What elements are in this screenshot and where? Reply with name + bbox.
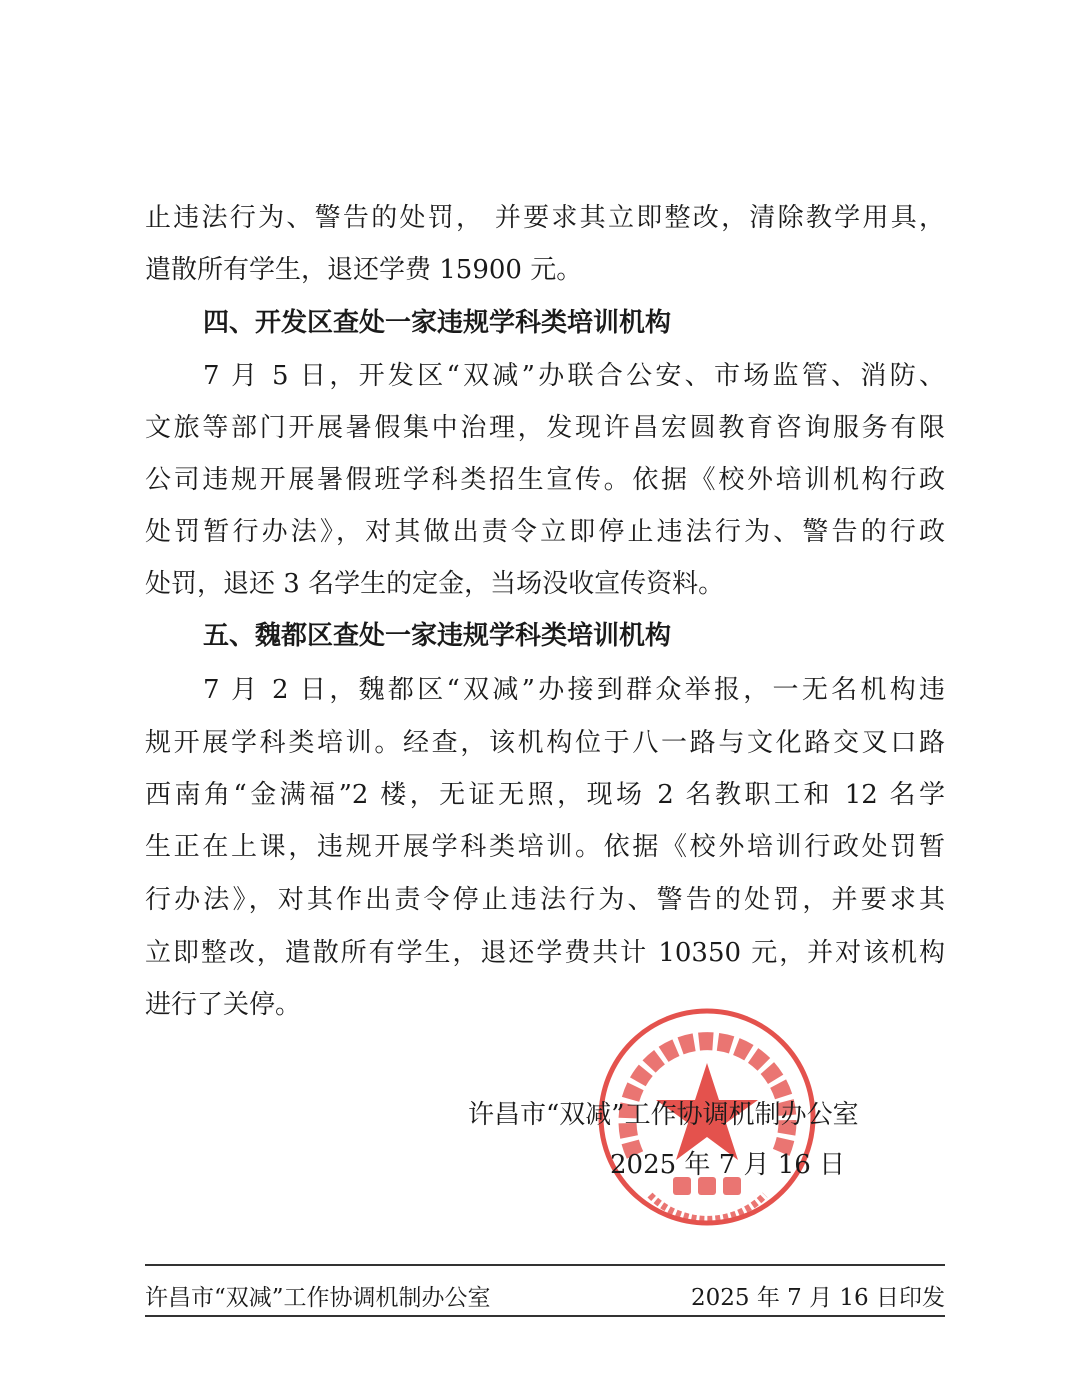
body-line: 行办法》，对其作出责令停止违法行为、警告的处罚，并要求其 [145, 885, 945, 915]
body-line: 7 月 5 日，开发区“双减”办联合公安、市场监管、消防、 [203, 361, 945, 391]
body-line: 文旅等部门开展暑假集中治理，发现许昌宏圆教育咨询服务有限 [145, 413, 945, 443]
footer-bottom-rule [145, 1315, 945, 1317]
body-line: 西南角“金满福”2 楼，无证无照，现场 2 名教职工和 12 名学 [145, 780, 945, 810]
signature-org: 许昌市“双减”工作协调机制办公室 [468, 1100, 859, 1130]
footer-issued-date: 2025 年 7 月 16 日印发 [691, 1285, 945, 1311]
section-heading-4: 四、开发区查处一家违规学科类培训机构 [203, 308, 672, 338]
signature-date: 2025 年 7 月 16 日 [610, 1150, 846, 1180]
footer-top-rule [145, 1264, 945, 1266]
body-line: 进行了关停。 [145, 990, 302, 1020]
body-line: 规开展学科类培训。经查，该机构位于八一路与文化路交叉口路 [145, 728, 945, 758]
body-line: 公司违规开展暑假班学科类招生宣传。依据《校外培训机构行政 [145, 465, 945, 495]
body-line: 止违法行为、警告的处罚， 并要求其立即整改，清除教学用具， [145, 203, 945, 233]
body-line: 生正在上课，违规开展学科类培训。依据《校外培训行政处罚暂 [145, 832, 945, 862]
section-heading-5: 五、魏都区查处一家违规学科类培训机构 [203, 621, 672, 651]
footer-issuer: 许昌市“双减”工作协调机制办公室 [145, 1285, 491, 1311]
body-line: 立即整改，遣散所有学生，退还学费共计 10350 元，并对该机构 [145, 938, 945, 968]
body-line: 7 月 2 日，魏都区“双减”办接到群众举报，一无名机构违 [203, 675, 945, 705]
body-line: 遣散所有学生，退还学费 15900 元。 [145, 255, 583, 285]
body-line: 处罚，退还 3 名学生的定金，当场没收宣传资料。 [145, 569, 725, 599]
body-line: 处罚暂行办法》，对其做出责令立即停止违法行为、警告的行政 [145, 517, 945, 547]
